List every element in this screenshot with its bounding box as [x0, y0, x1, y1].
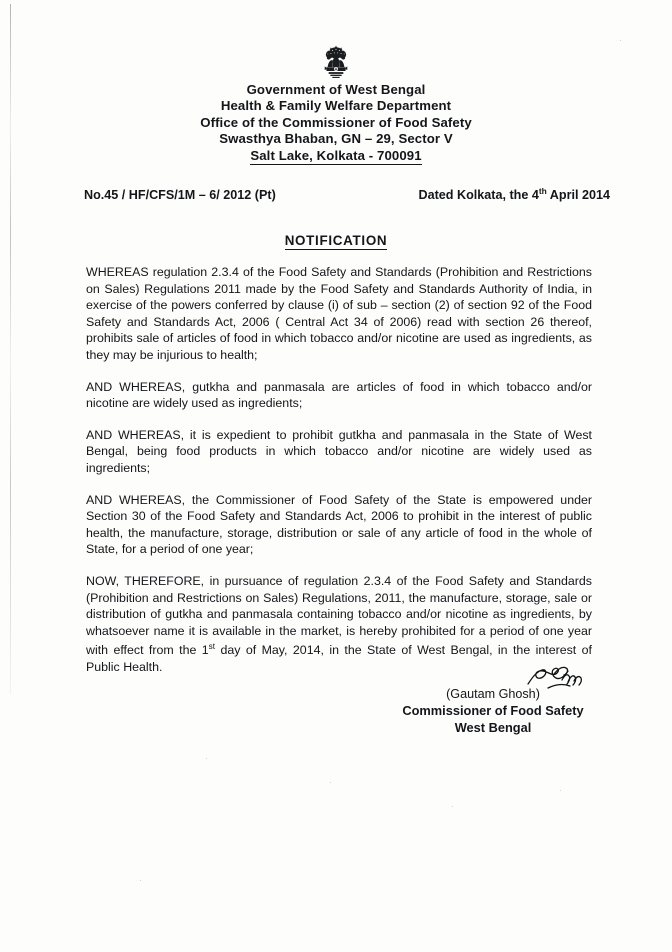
final-paragraph-after: day of May, 2014, in the State of West Bengal, in the interest of Public Health.	[86, 643, 592, 674]
india-national-emblem-icon	[319, 36, 353, 80]
paragraph-and-whereas-expedient: AND WHEREAS, it is expedient to prohibit gutkha and panmasala in the State of West Bengal, being food products in which tobacco and/or nicotine are widely used as ingredients;	[86, 427, 592, 475]
paragraph-and-whereas-gutkha: AND WHEREAS, gutkha and panmasala are articles of food in which tobacco and/or nicotine are widely used as ingredients;	[86, 379, 592, 411]
letterhead-city-underlined: Salt Lake, Kolkata - 700091	[250, 148, 421, 165]
page-title-text: NOTIFICATION	[284, 233, 388, 248]
reference-number: No.45 / HF/CFS/1M – 6/ 2012 (Pt)	[84, 188, 276, 203]
page-title	[0, 232, 672, 250]
letterhead-line-government: Government of West Bengal	[246, 82, 426, 97]
scan-speckle	[330, 782, 331, 783]
paragraph-whereas-regulation: WHEREAS regulation 2.3.4 of the Food Safety and Standards (Prohibition and Restrictions on Sales) Regulations 2011 made by the Food Safety and Standards Authority of India, in exercise of the powers conferred by clause (i) of sub – section (2) of section 92 of the Food Safety and Standards Act, 2006 ( Central Act 34 of 2006) read with section 26 thereof, prohibits sale of articles of food in which tobacco and/or nicotine are used as ingredients, as they may be injurious to health;	[86, 265, 592, 362]
scan-speckle	[206, 758, 207, 759]
date-ordinal-suffix: th	[538, 186, 547, 196]
scan-speckle	[140, 880, 141, 881]
paragraph-and-whereas-commissioner: AND WHEREAS, the Commissioner of Food Safety of the State is empowered under Section 30 of the Food Safety and Standards Act, 2006 to prohibit in the interest of public health, the manufacture, storage, distribution or sale of any article of food in the whole of State, for a period of one year;	[86, 492, 592, 557]
signature-block	[378, 686, 608, 736]
final-paragraph-before: NOW, THEREFORE, in pursuance of regulation 2.3.4 of the Food Safety and Standards (Prohibition and Restrictions on Sales) Regulations, 2011, the manufacture, storage, sale or distribution of gutkha and panmasala containing tobacco and/or nicotine as ingredients, by whatsoever name it is available in the market, is hereby prohibited for a period of one year with effect from the 1	[86, 573, 592, 658]
scan-speckle	[560, 790, 561, 791]
date-suffix: April 2014	[546, 188, 610, 203]
scan-speckle	[452, 806, 453, 807]
letterhead-line-department: Health & Family Welfare Department	[220, 98, 452, 114]
document-date	[418, 186, 610, 202]
signatory-state: West Bengal	[454, 720, 532, 735]
date-prefix: Dated Kolkata, the 4	[418, 188, 539, 203]
paragraph-now-therefore	[86, 573, 592, 676]
signatory-role: Commissioner of Food Safety	[402, 703, 584, 718]
document-body	[86, 264, 592, 676]
signatory-name: (Gautam Ghosh)	[446, 687, 540, 701]
reference-date-row	[84, 186, 610, 202]
letterhead-line-address: Swasthya Bhaban, GN – 29, Sector V	[219, 131, 453, 147]
emblem-container	[0, 36, 672, 80]
letterhead-line-city	[0, 148, 672, 165]
letterhead	[0, 82, 672, 165]
letterhead-line-office: Office of the Commissioner of Food Safety	[200, 114, 472, 130]
final-paragraph-ordinal-suffix: st	[208, 642, 216, 652]
